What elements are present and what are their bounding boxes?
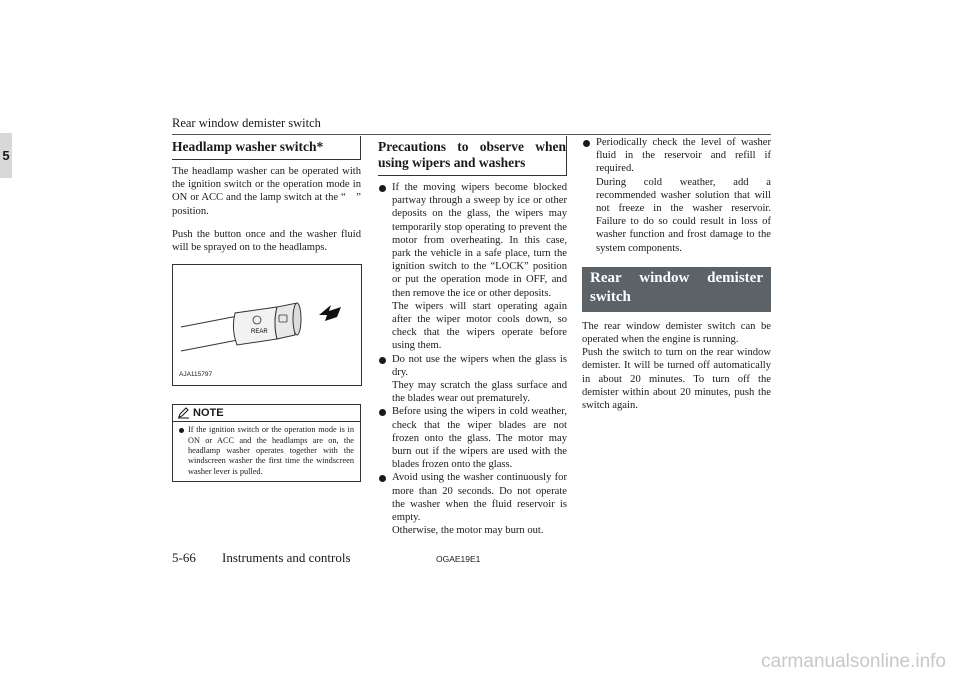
watermark: carmanualsonline.info [761, 651, 946, 672]
demister-para-1: The rear window demister switch can be operated when the engine is running. [582, 320, 771, 346]
precautions-list [378, 181, 567, 537]
list-item: Avoid using the washer continuously for more than 20 seconds. Do not operate the washer when the fluid reservoir is empty. Otherwise, the motor may burn out. [378, 471, 567, 537]
bullet-icon [379, 185, 386, 192]
page-number: 5-66 [172, 550, 196, 565]
note-box [172, 404, 361, 482]
bullet-icon [379, 357, 386, 364]
list-item: If the moving wipers become blocked partway through a sweep by ice or other deposits on the glass, the wipers may temporarily stop operating to prevent the motor from overheating. In this case, park the vehicle in a safe place, turn the ignition switch to the “LOCK” position or put the operation mode in OFF, and then remove the ice or other deposits. The wipers will start operating again after the wiper motor cools down, so check that the wipers operate before using them. [378, 181, 567, 353]
lever-rear-label: REAR [251, 329, 268, 336]
washer-lever-figure [172, 264, 362, 386]
push-arrow-icon [319, 305, 341, 321]
demister-banner: Rear window demister switch [582, 267, 771, 312]
note-pencil-icon [177, 407, 190, 419]
bullet-icon [583, 140, 590, 147]
headlamp-washer-para-1: The headlamp washer can be operated with the ignition switch or the operation mode in ON or ACC and the lamp switch at the “ ” position. [172, 166, 361, 217]
column-2 [378, 136, 567, 537]
column-1 [172, 136, 361, 482]
document-code: OGAE19E1 [436, 554, 481, 564]
bullet-icon [379, 475, 386, 482]
note-label: NOTE [193, 407, 224, 420]
note-item: If the ignition switch or the operation mode is in ON or ACC and the headlamps are on, the headlamp washer operates together with the windscreen washer the first time the windscreen washer lever is pulled. [179, 425, 354, 477]
demister-para-2: Push the switch to turn on the rear window demister. It will be turned off automatically in about 20 minutes. To turn off the demister within about 20 minutes, push the switch again. [582, 347, 771, 412]
bullet-icon [179, 428, 184, 433]
list-item: Do not use the wipers when the glass is dry. They may scratch the glass surface and the blades wear out prematurely. [378, 353, 567, 406]
precautions-heading: Precautions to observe when using wipers and washers [378, 136, 567, 176]
bullet-icon [379, 409, 386, 416]
list-item: Periodically check the level of washer fluid in the reservoir and refill if required. During cold weather, add a recommended washer solution that will not freeze in the washer reservoir. Failure to do so could result in loss of washer function and frost damage to the system components. [582, 136, 771, 255]
running-head: Rear window demister switch [172, 116, 321, 130]
headlamp-washer-para-2: Push the button once and the washer fluid will be sprayed on to the headlamps. [172, 228, 361, 254]
header-rule [172, 134, 771, 135]
list-item: Before using the wipers in cold weather, check that the wiper blades are not frozen onto the glass. The motor may burn out if the wipers are used with the blades frozen onto the glass. [378, 405, 567, 471]
figure-code: AJA115797 [179, 371, 213, 379]
column-3 [582, 136, 771, 422]
note-header [173, 405, 360, 422]
chapter-number: 5 [2, 148, 10, 163]
headlamp-washer-heading: Headlamp washer switch* [172, 136, 361, 160]
section-name: Instruments and controls [222, 550, 351, 565]
